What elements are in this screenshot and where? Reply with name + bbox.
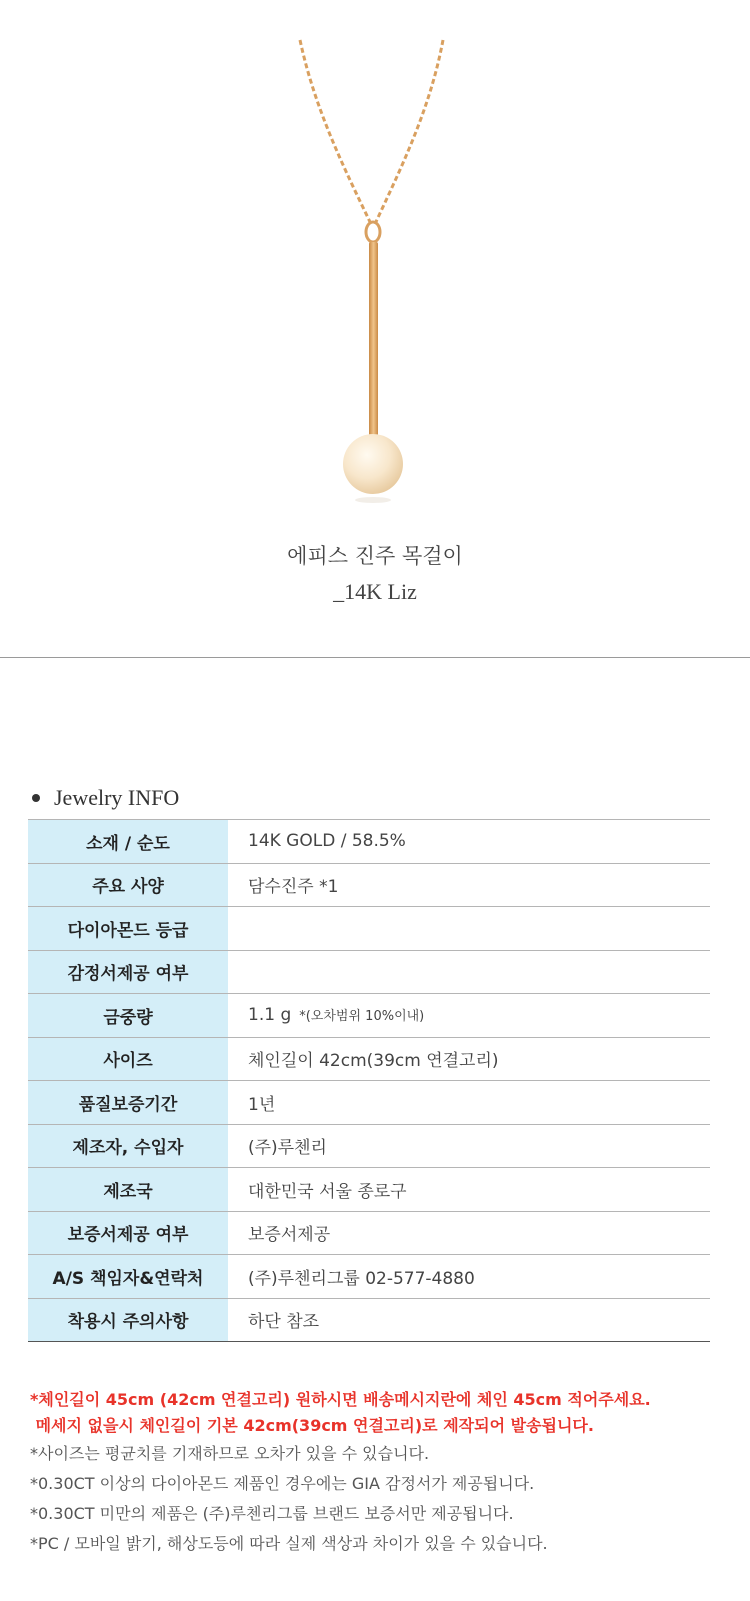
row-value [228,1081,710,1125]
notes-section [30,1387,730,1559]
row-label: 착용시 주의사항 [28,1298,228,1342]
table-row [28,907,710,951]
row-value-text: 대한민국 서울 종로구 [248,1181,407,1202]
row-value-text: 14K GOLD / 58.5% [248,831,406,852]
row-value-note: *(오차범위 10%이내) [299,1009,425,1025]
section-header [32,783,179,813]
table-row [28,950,710,994]
row-label: 보증서제공 여부 [28,1211,228,1255]
row-value [228,1168,710,1212]
row-value [228,994,710,1038]
row-value-text: 체인길이 42cm(39cm 연결고리) [248,1051,499,1072]
notice-default-chain: 메세지 없을시 체인길이 기본 42cm(39cm 연결고리)로 제작되어 발송됩니다. [30,1416,594,1435]
row-value [228,907,710,951]
row-value-text: 보증서제공 [248,1225,331,1246]
note-item: *0.30CT 미만의 제품은 (주)루첸리그룹 브랜드 보증서만 제공됩니다. [30,1504,514,1523]
row-value-text: (주)루첸리그룹 02-577-4880 [248,1268,475,1289]
product-title [0,538,750,610]
row-label: 제조자, 수입자 [28,1124,228,1168]
row-label: 제조국 [28,1168,228,1212]
row-label: 소재 / 순도 [28,820,228,864]
row-value-text: 1년 [248,1094,276,1115]
row-value-text: (주)루첸리 [248,1138,327,1159]
row-value [228,820,710,864]
row-label: 품질보증기간 [28,1081,228,1125]
note-item: *0.30CT 이상의 다이아몬드 제품인 경우에는 GIA 감정서가 제공됩니다. [30,1474,535,1493]
row-value [228,1037,710,1081]
row-value-text: 담수진주 *1 [248,877,339,898]
product-image [0,0,750,520]
table-row [28,1124,710,1168]
row-label: A/S 책임자&연락처 [28,1255,228,1299]
row-value [228,1124,710,1168]
bullet-dot-icon [32,794,40,802]
note-item: *사이즈는 평균치를 기재하므로 오차가 있을 수 있습니다. [30,1444,430,1463]
table-row [28,1081,710,1125]
jewelry-info-table [28,819,710,1342]
table-row [28,820,710,864]
table-row [28,1168,710,1212]
row-value [228,950,710,994]
table-row [28,1298,710,1342]
section-title: Jewelry INFO [54,785,180,810]
table-row [28,994,710,1038]
row-value [228,1298,710,1342]
row-label: 감정서제공 여부 [28,950,228,994]
row-label: 주요 사양 [28,863,228,907]
divider [0,657,750,658]
row-label: 사이즈 [28,1037,228,1081]
row-label: 금중량 [28,994,228,1038]
row-value-text: 1.1 g [248,1005,292,1026]
row-value [228,1211,710,1255]
note-item: *PC / 모바일 밝기, 해상도등에 따라 실제 색상과 차이가 있을 수 있습니다. [30,1534,548,1553]
notice-chain-length: *체인길이 45cm (42cm 연결고리) 원하시면 배송메시지란에 체인 45cm 적어주세요. [30,1390,651,1409]
row-value [228,1255,710,1299]
row-value-text: 하단 참조 [248,1312,320,1333]
table-row [28,1037,710,1081]
row-label: 다이아몬드 등급 [28,907,228,951]
product-name: 에피스 진주 목걸이 [287,544,463,568]
table-row [28,1255,710,1299]
product-model: _14K Liz [333,579,417,604]
table-row [28,863,710,907]
table-row [28,1211,710,1255]
row-value [228,863,710,907]
